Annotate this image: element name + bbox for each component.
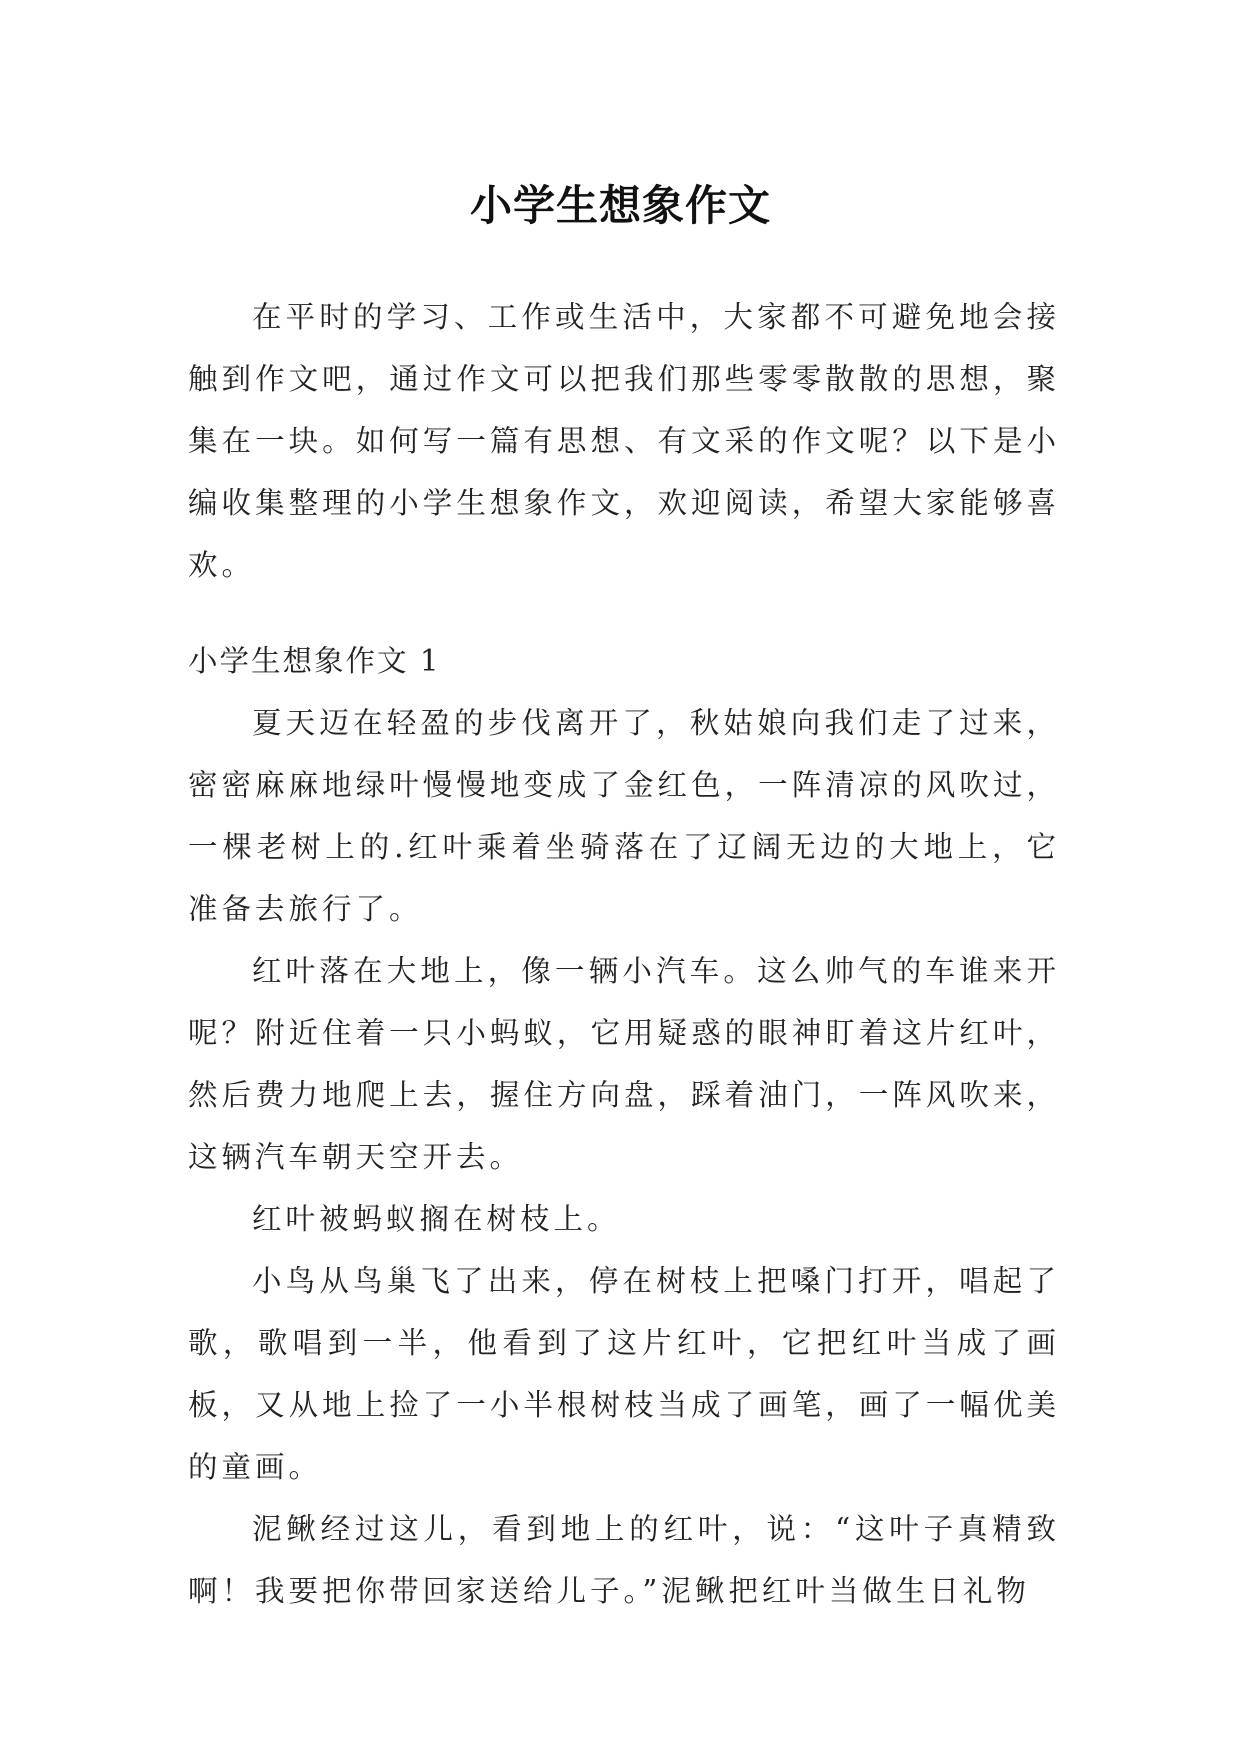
body-paragraph: 夏天迈在轻盈的步伐离开了，秋姑娘向我们走了过来，密密麻麻地绿叶慢慢地变成了金红色，一阵清凉的风吹过，一棵老树上的.红叶乘着坐骑落在了辽阔无边的大地上，它准备去旅行了。 bbox=[188, 706, 1060, 926]
body-paragraph: 红叶被蚂蚁搁在树枝上。 bbox=[252, 1202, 621, 1236]
body-paragraph: 红叶落在大地上，像一辆小汽车。这么帅气的车谁来开呢？附近住着一只小蚂蚁，它用疑惑的眼神盯着这片红叶，然后费力地爬上去，握住方向盘，踩着油门，一阵风吹来，这辆汽车朝天空开去。 bbox=[188, 954, 1060, 1174]
section-heading: 小学生想象作文 1 bbox=[188, 644, 441, 678]
article-block bbox=[188, 630, 1060, 1622]
intro-paragraph: 在平时的学习、工作或生活中，大家都不可避免地会接触到作文吧，通过作文可以把我们那些零零散散的思想，聚集在一块。如何写一篇有思想、有文采的作文呢？以下是小编收集整理的小学生想象作文，欢迎阅读，希望大家能够喜欢。 bbox=[188, 300, 1060, 582]
intro-block bbox=[188, 286, 1060, 596]
body-paragraph: 小鸟从鸟巢飞了出来，停在树枝上把嗓门打开，唱起了歌，歌唱到一半，他看到了这片红叶，它把红叶当成了画板，又从地上捡了一小半根树枝当成了画笔，画了一幅优美的童画。 bbox=[188, 1264, 1060, 1484]
body-paragraph: 泥鳅经过这儿，看到地上的红叶，说：“这叶子真精致啊！我要把你带回家送给儿子。”泥鳅把红叶当做生日礼物 bbox=[188, 1512, 1060, 1608]
document-title: 小学生想象作文 bbox=[469, 181, 771, 231]
